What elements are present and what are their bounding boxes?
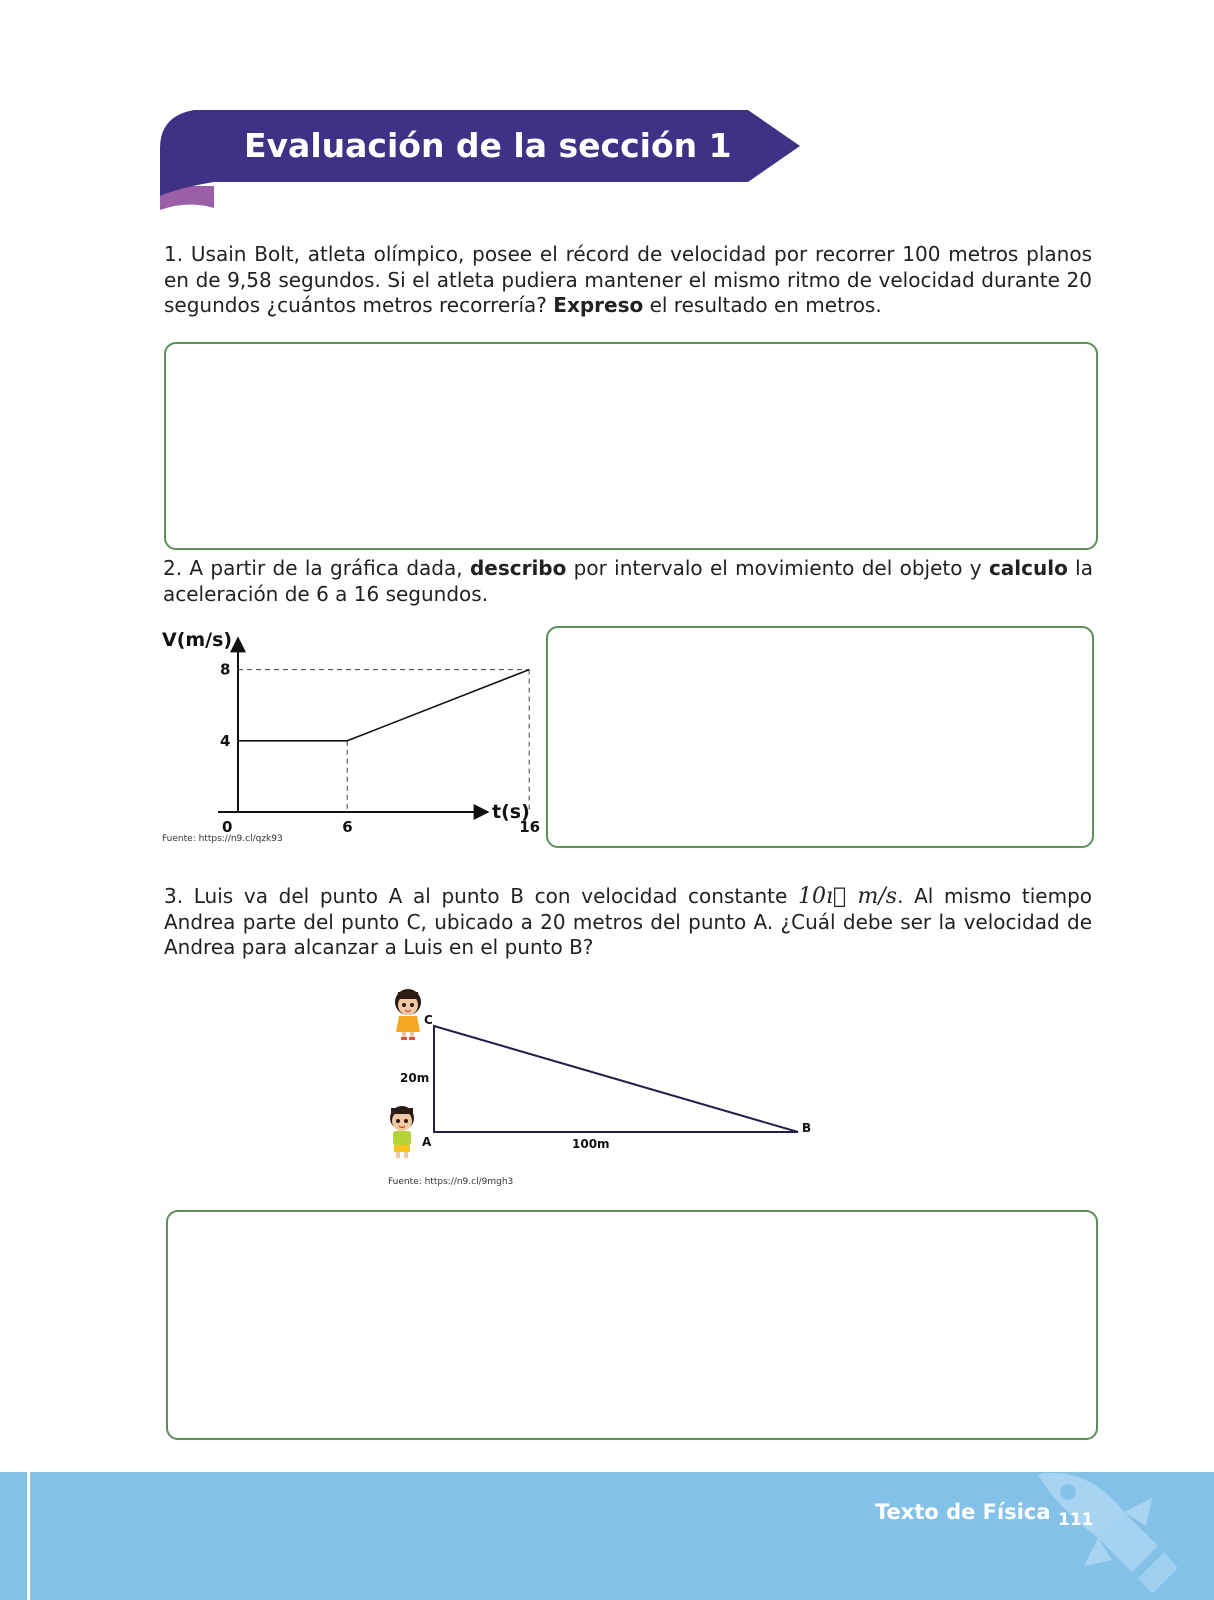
answer-box-2[interactable] [546,626,1094,848]
question-2: 2. A partir de la gráfica dada, describo por intervalo el movimiento del objeto y calculo la aceleración de 6 a 16 segundos. [163,556,1093,606]
rocket-icon [1028,1472,1214,1600]
side-ca-label: 20m [400,1071,430,1085]
question-1: 1. Usain Bolt, atleta olímpico, posee el récord de velocidad por recorrer 100 metros planos en de 9,58 segundos. Si el atleta pudiera mantener el mismo ritmo de velocidad durante 20 segundos ¿cuántos metros recorrería? Expreso el resultado en metros. [164,242,1092,317]
answer-box-1[interactable] [164,342,1098,550]
girl-andrea-illustration [395,989,421,1040]
side-ab-label: 100m [572,1137,610,1151]
point-a-label: A [422,1135,432,1149]
chart-source: Fuente: https://n9.cl/qzk93 [162,834,283,844]
point-c-label: C [424,1013,433,1027]
answer-box-3[interactable] [166,1210,1098,1440]
x-tick-6: 6 [342,818,353,836]
x-axis-label: t(s) [492,801,530,823]
velocity-time-chart [160,624,540,854]
y-axis-label: V(m/s) [162,629,233,651]
question-3: 3. Luis va del punto A al punto B con velocidad constante 10ı⃗ m/s. Al mismo tiempo Andrea parte del punto C, ubicado a 20 metros del punto A. ¿Cuál debe ser la velocidad de Andrea para alcanzar a Luis en el punto B? [164,884,1092,959]
point-b-label: B [802,1121,812,1135]
diagram-source: Fuente: https://n9.cl/9mgh3 [388,1177,514,1187]
footer-divider [27,1472,30,1600]
boy-luis-illustration [390,1106,414,1158]
velocity-expression: 10ı⃗ m/s [797,884,898,909]
page-number: 111 [1058,1510,1094,1530]
triangle-diagram [388,988,828,1188]
x-tick-16: 16 [519,818,540,836]
velocity-series-line [238,670,529,741]
footer-book-title: Texto de Física [875,1500,1051,1524]
x-tick-0: 0 [222,818,233,836]
y-tick-4: 4 [220,731,231,750]
y-tick-8: 8 [220,660,231,679]
section-title: Evaluación de la sección 1 [244,126,732,165]
triangle-cab [434,1026,798,1132]
